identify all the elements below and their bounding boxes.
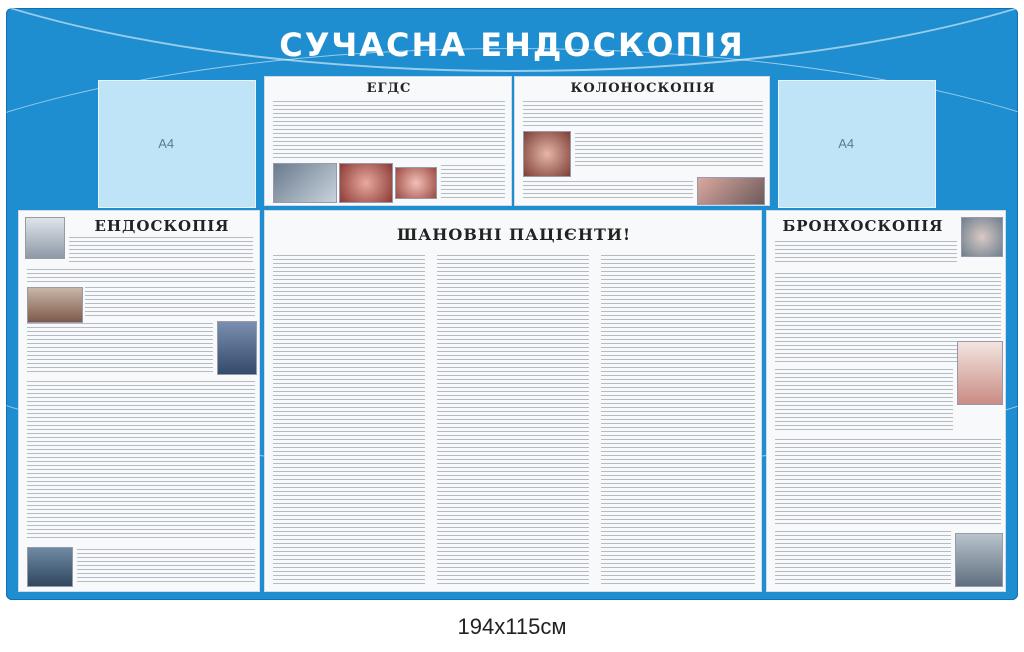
bronchoscopy-photo-procedure <box>955 533 1003 587</box>
endoscopy-text-5 <box>27 381 255 541</box>
bronchoscopy-text-5 <box>775 531 951 585</box>
stand-title: СУЧАСНА ЕНДОСКОПІЯ <box>279 26 745 64</box>
a4-pocket-right <box>778 80 936 208</box>
endoscopy-photo-body <box>217 321 257 375</box>
bronchoscopy-text-1 <box>775 241 957 265</box>
size-caption: 194x115см <box>457 614 567 639</box>
bronchoscopy-title: БРОНХОСКОПІЯ <box>782 217 944 235</box>
stand-board <box>6 8 1018 600</box>
lungs-photo <box>961 217 1003 257</box>
a4-pocket-left <box>98 80 256 208</box>
a4-pocket-right-label: А4 <box>838 136 855 152</box>
colonoscopy-text-bottom <box>523 181 693 201</box>
colonoscopy-text-mid <box>575 133 763 169</box>
bronchoscopy-text-3 <box>775 369 953 433</box>
colonoscopy-panel <box>514 76 770 206</box>
endoscopy-photo-organs <box>27 287 83 323</box>
endoscope-photo <box>25 217 65 259</box>
egds-title: ЕГДС <box>366 81 412 96</box>
endoscopy-photo-doctors <box>27 547 73 587</box>
endoscopy-panel <box>18 210 260 592</box>
endoscopy-title: ЕНДОСКОПІЯ <box>94 217 230 235</box>
egds-panel <box>264 76 512 206</box>
colonoscopy-title: КОЛОНОСКОПІЯ <box>570 81 716 96</box>
egds-photo-3 <box>395 167 437 199</box>
endoscopy-text-1 <box>69 237 253 263</box>
patients-column-2 <box>437 255 589 585</box>
endoscopy-text-3 <box>85 287 255 317</box>
egds-text <box>273 101 505 159</box>
a4-pocket-left-label: А4 <box>158 136 175 152</box>
egds-photo-2 <box>339 163 393 203</box>
colonoscopy-photo-2 <box>697 177 765 205</box>
bronchoscopy-diagram <box>957 341 1003 405</box>
bronchoscopy-text-4 <box>775 439 1001 525</box>
egds-photo-1 <box>273 163 337 203</box>
patients-panel <box>264 210 762 592</box>
colonoscopy-text-top <box>523 101 763 127</box>
bronchoscopy-panel <box>766 210 1006 592</box>
egds-note <box>441 165 505 199</box>
patients-column-3 <box>601 255 755 585</box>
endoscopy-text-4 <box>27 323 213 375</box>
endoscopy-text-2 <box>27 269 255 283</box>
patients-column-1 <box>273 255 425 585</box>
patients-title: ШАНОВНІ ПАЦІЄНТИ! <box>396 225 632 244</box>
colonoscopy-photo-1 <box>523 131 571 177</box>
endoscopy-text-6 <box>77 549 255 583</box>
